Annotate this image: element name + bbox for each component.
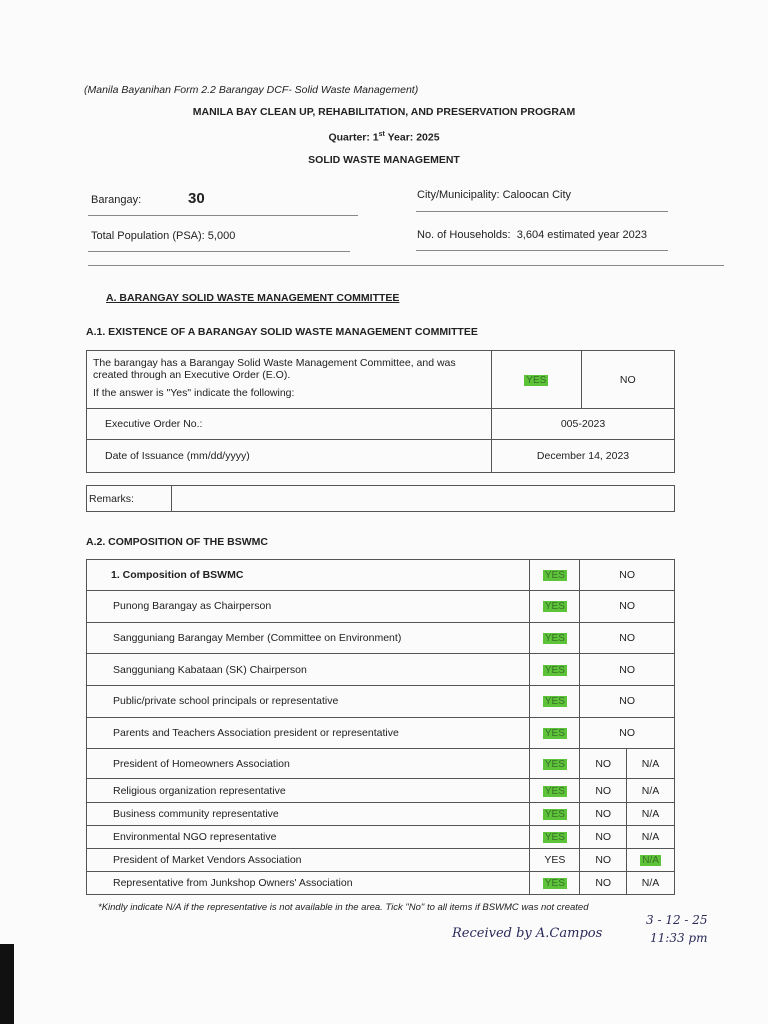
member-no[interactable]: NO <box>580 779 627 802</box>
member-na[interactable]: N/A <box>641 807 660 820</box>
member-yes[interactable]: YES <box>544 696 565 708</box>
member-no[interactable]: NO <box>580 849 627 872</box>
city-municipality: City/Municipality: Caloocan City <box>417 189 572 201</box>
member-yes[interactable]: YES <box>544 878 565 890</box>
table-row <box>87 749 675 779</box>
member-label: Public/private school principals or representative <box>87 686 530 718</box>
a1-table <box>86 350 675 473</box>
footnote: *Kindly indicate N/A if the representative is not available in the area. Tick "No" to all items if BSWMC was not created <box>98 902 589 913</box>
member-label: Business community representative <box>87 802 530 825</box>
composition-no[interactable]: NO <box>580 560 675 591</box>
received-time: 11:33 pm <box>650 931 708 945</box>
member-na[interactable]: N/A <box>641 830 660 843</box>
date-value[interactable]: December 14, 2023 <box>492 440 675 473</box>
member-label: President of Homeowners Association <box>87 749 530 779</box>
member-no[interactable]: NO <box>580 802 627 825</box>
eo-value[interactable]: 005-2023 <box>492 409 675 440</box>
member-no[interactable]: NO <box>580 825 627 848</box>
total-population: Total Population (PSA): 5,000 <box>91 230 236 242</box>
member-label: Environmental NGO representative <box>87 825 530 848</box>
program-title: MANILA BAY CLEAN UP, REHABILITATION, AND PRESERVATION PROGRAM <box>192 106 576 118</box>
member-label: Punong Barangay as Chairperson <box>87 591 530 623</box>
table-row <box>87 686 675 718</box>
table-row <box>87 849 675 872</box>
remarks-field[interactable] <box>172 486 675 512</box>
member-no[interactable]: NO <box>580 872 627 895</box>
member-yes[interactable]: YES <box>544 831 565 843</box>
composition-yes[interactable]: YES <box>544 570 565 581</box>
table-row <box>87 825 675 848</box>
member-label: President of Market Vendors Association <box>87 849 530 872</box>
quarter-year: Quarter: 1st Year: 2025 <box>328 131 440 144</box>
a1-yes[interactable]: YES <box>526 374 547 386</box>
scan-edge <box>0 944 14 1024</box>
member-yes[interactable]: YES <box>544 854 566 867</box>
member-label: Representative from Junkshop Owners' Association <box>87 872 530 895</box>
member-na[interactable]: N/A <box>641 784 660 797</box>
a1-instruction: If the answer is "Yes" indicate the following: <box>93 387 295 399</box>
member-na[interactable]: N/A <box>642 855 659 867</box>
table-row <box>87 654 675 686</box>
member-na[interactable]: N/A <box>641 757 660 770</box>
member-label: Sangguniang Kabataan (SK) Chairperson <box>87 654 530 686</box>
table-row <box>87 591 675 623</box>
table-row <box>87 622 675 654</box>
barangay-value: 30 <box>188 190 205 207</box>
member-yes[interactable]: YES <box>544 728 565 740</box>
table-row <box>87 717 675 749</box>
member-no[interactable]: NO <box>580 717 675 749</box>
section-a-title: A. BARANGAY SOLID WASTE MANAGEMENT COMMITTEE <box>106 292 400 304</box>
member-no[interactable]: NO <box>580 749 627 779</box>
member-yes[interactable]: YES <box>544 808 565 820</box>
member-label: Sangguniang Barangay Member (Committee on Environment) <box>87 622 530 654</box>
member-label: Religious organization representative <box>87 779 530 802</box>
member-no[interactable]: NO <box>580 622 675 654</box>
form-reference: (Manila Bayanihan Form 2.2 Barangay DCF- Solid Waste Management) <box>84 84 419 96</box>
composition-header: 1. Composition of BSWMC <box>87 560 530 591</box>
a1-statement: The barangay has a Barangay Solid Waste Management Committee, and was created through an Executive Order (E.O). <box>93 357 456 381</box>
member-no[interactable]: NO <box>580 654 675 686</box>
a1-no[interactable]: NO <box>581 351 674 409</box>
member-yes[interactable]: YES <box>544 664 565 676</box>
member-label: Parents and Teachers Association president or representative <box>87 717 530 749</box>
received-date: 3 - 12 - 25 <box>646 913 708 927</box>
section-title: SOLID WASTE MANAGEMENT <box>308 154 460 166</box>
eo-label: Executive Order No.: <box>87 409 492 440</box>
barangay-label: Barangay: <box>91 194 142 206</box>
a1-title: A.1. EXISTENCE OF A BARANGAY SOLID WASTE MANAGEMENT COMMITTEE <box>86 326 478 338</box>
member-no[interactable]: NO <box>580 591 675 623</box>
member-no[interactable]: NO <box>580 686 675 718</box>
received-by-note: Received by A.Campos <box>452 926 603 941</box>
households: No. of Households: 3,604 estimated year 2023 <box>417 229 647 241</box>
table-row <box>87 779 675 802</box>
date-label: Date of Issuance (mm/dd/yyyy) <box>87 440 492 473</box>
remarks-label: Remarks: <box>87 486 172 512</box>
table-row <box>87 872 675 895</box>
member-yes[interactable]: YES <box>544 633 565 645</box>
table-row <box>87 802 675 825</box>
member-yes[interactable]: YES <box>544 785 565 797</box>
bswmc-composition-table <box>86 559 675 895</box>
member-yes[interactable]: YES <box>544 601 565 613</box>
a2-title: A.2. COMPOSITION OF THE BSWMC <box>86 536 269 548</box>
member-na[interactable]: N/A <box>641 877 660 890</box>
member-yes[interactable]: YES <box>544 758 565 770</box>
remarks-table <box>86 485 675 512</box>
